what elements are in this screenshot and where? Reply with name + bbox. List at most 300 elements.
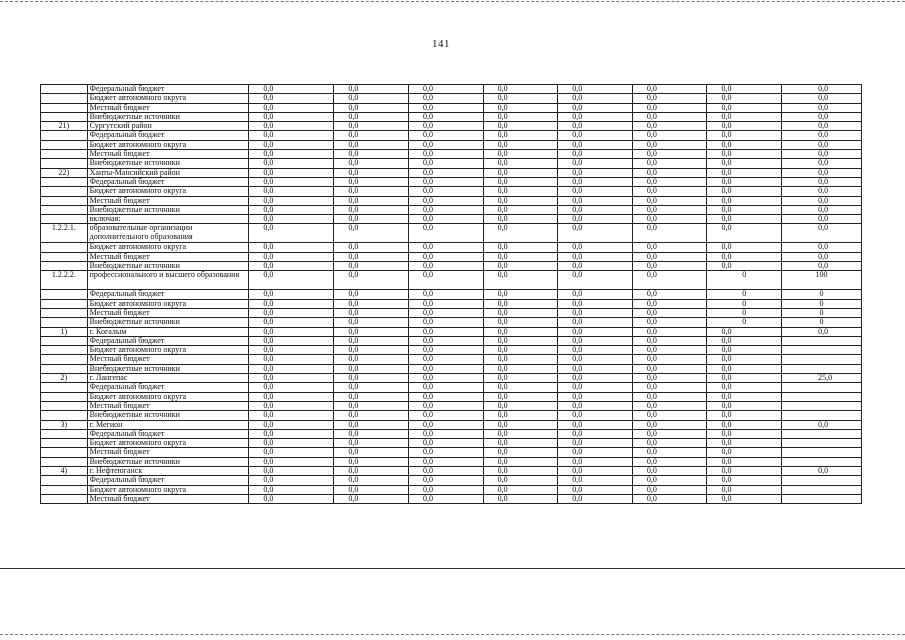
value-cell: 0,0 — [632, 411, 707, 420]
value-cell: 0,0 — [408, 262, 483, 271]
value-cell: 0,0 — [707, 187, 782, 196]
row-number-cell — [41, 392, 88, 401]
value-cell: 0,0 — [707, 457, 782, 466]
value-cell: 0,0 — [408, 420, 483, 429]
value-cell: 0,0 — [632, 466, 707, 475]
value-cell: 0,0 — [408, 392, 483, 401]
value-cell: 0,0 — [558, 85, 633, 94]
value-cell: 0,0 — [558, 103, 633, 112]
value-cell: 0,0 — [558, 299, 633, 308]
scan-border-top — [0, 1, 905, 2]
row-name-cell: Бюджет автономного округа — [87, 392, 249, 401]
value-cell: 0,0 — [632, 196, 707, 205]
value-cell: 0,0 — [558, 131, 633, 140]
row-name-cell: Федеральный бюджет — [87, 429, 249, 438]
value-cell: 0,0 — [249, 205, 334, 214]
table-body — [41, 85, 862, 504]
value-cell: 0,0 — [632, 168, 707, 177]
value-cell: 0,0 — [558, 94, 633, 103]
value-cell: 0,0 — [632, 215, 707, 224]
value-cell: 0,0 — [558, 187, 633, 196]
value-cell: 0,0 — [249, 94, 334, 103]
row-name-cell: Местный бюджет — [87, 448, 249, 457]
row-number-cell — [41, 290, 88, 299]
value-cell: 0,0 — [558, 439, 633, 448]
value-cell: 0,0 — [334, 131, 409, 140]
value-cell: 0,0 — [408, 299, 483, 308]
value-cell — [782, 336, 862, 345]
value-cell: 0,0 — [249, 85, 334, 94]
value-cell: 0,0 — [334, 439, 409, 448]
row-number-cell — [41, 457, 88, 466]
table-row — [41, 429, 862, 438]
table-row — [41, 262, 862, 271]
value-cell: 0,0 — [782, 205, 862, 214]
value-cell — [782, 457, 862, 466]
value-cell: 0,0 — [483, 364, 558, 373]
row-name-cell: Федеральный бюджет — [87, 336, 249, 345]
table-row — [41, 177, 862, 186]
value-cell: 0,0 — [632, 401, 707, 410]
value-cell: 0,0 — [249, 392, 334, 401]
row-number-cell — [41, 485, 88, 494]
value-cell: 0,0 — [408, 205, 483, 214]
value-cell: 0,0 — [249, 364, 334, 373]
value-cell: 0,0 — [707, 159, 782, 168]
value-cell: 0,0 — [483, 131, 558, 140]
value-cell: 0,0 — [408, 494, 483, 503]
value-cell: 0,0 — [558, 308, 633, 317]
value-cell: 0,0 — [408, 355, 483, 364]
value-cell: 0,0 — [249, 103, 334, 112]
value-cell: 0,0 — [483, 327, 558, 336]
value-cell: 0,0 — [334, 103, 409, 112]
table-row — [41, 131, 862, 140]
value-cell: 0,0 — [408, 448, 483, 457]
value-cell: 0,0 — [483, 448, 558, 457]
value-cell: 0,0 — [782, 94, 862, 103]
value-cell: 0,0 — [782, 85, 862, 94]
value-cell: 0,0 — [632, 439, 707, 448]
value-cell: 0,0 — [632, 429, 707, 438]
value-cell: 0,0 — [334, 94, 409, 103]
value-cell: 0,0 — [558, 401, 633, 410]
row-number-cell — [41, 252, 88, 261]
value-cell: 0,0 — [408, 168, 483, 177]
value-cell: 0,0 — [707, 411, 782, 420]
table-row — [41, 308, 862, 317]
value-cell: 0,0 — [707, 177, 782, 186]
value-cell: 0,0 — [632, 94, 707, 103]
value-cell: 0,0 — [483, 168, 558, 177]
value-cell: 0,0 — [408, 140, 483, 149]
value-cell: 0,0 — [249, 429, 334, 438]
value-cell: 0 — [707, 299, 782, 308]
value-cell: 0,0 — [249, 466, 334, 475]
row-name-cell: Бюджет автономного округа — [87, 346, 249, 355]
row-name-cell: Местный бюджет — [87, 355, 249, 364]
value-cell: 0,0 — [707, 103, 782, 112]
row-name-cell: Внебюджетные источники — [87, 205, 249, 214]
value-cell: 0,0 — [632, 290, 707, 299]
value-cell: 0,0 — [782, 252, 862, 261]
row-name-cell: включая: — [87, 215, 249, 224]
value-cell: 0,0 — [408, 224, 483, 243]
value-cell: 0,0 — [334, 187, 409, 196]
row-number-cell — [41, 476, 88, 485]
value-cell: 0,0 — [558, 290, 633, 299]
value-cell: 0 — [782, 318, 862, 327]
row-name-cell: Сургутский район — [87, 122, 249, 131]
table-row — [41, 411, 862, 420]
value-cell: 0,0 — [483, 336, 558, 345]
row-number-cell — [41, 103, 88, 112]
value-cell: 0,0 — [334, 466, 409, 475]
value-cell: 0,0 — [408, 336, 483, 345]
row-name-cell: Местный бюджет — [87, 196, 249, 205]
value-cell: 0,0 — [558, 364, 633, 373]
value-cell: 0,0 — [249, 346, 334, 355]
row-name-cell: Бюджет автономного округа — [87, 485, 249, 494]
value-cell: 0,0 — [782, 159, 862, 168]
value-cell — [782, 485, 862, 494]
row-number-cell — [41, 187, 88, 196]
value-cell: 0,0 — [249, 336, 334, 345]
table-row — [41, 103, 862, 112]
value-cell: 0,0 — [632, 383, 707, 392]
value-cell: 0,0 — [249, 196, 334, 205]
value-cell: 0,0 — [632, 150, 707, 159]
table-row — [41, 401, 862, 410]
value-cell: 0,0 — [249, 420, 334, 429]
row-name-cell: Ханты-Мансийский район — [87, 168, 249, 177]
value-cell: 0,0 — [483, 262, 558, 271]
row-name-cell: Федеральный бюджет — [87, 85, 249, 94]
row-name-cell: Внебюджетные источники — [87, 411, 249, 420]
scan-border-bottom — [0, 634, 905, 635]
value-cell: 0,0 — [249, 485, 334, 494]
value-cell: 0,0 — [408, 112, 483, 121]
value-cell: 0,0 — [707, 215, 782, 224]
value-cell: 0,0 — [483, 290, 558, 299]
value-cell: 0,0 — [334, 122, 409, 131]
value-cell: 0,0 — [334, 177, 409, 186]
table-row — [41, 476, 862, 485]
row-number-cell — [41, 140, 88, 149]
value-cell: 0,0 — [707, 429, 782, 438]
value-cell: 0,0 — [707, 205, 782, 214]
table-row — [41, 252, 862, 261]
row-number-cell — [41, 346, 88, 355]
table-row — [41, 299, 862, 308]
value-cell: 0,0 — [483, 252, 558, 261]
value-cell: 0,0 — [334, 420, 409, 429]
value-cell: 0,0 — [249, 439, 334, 448]
value-cell: 0,0 — [334, 494, 409, 503]
value-cell: 0,0 — [558, 327, 633, 336]
value-cell: 0,0 — [632, 476, 707, 485]
value-cell: 0,0 — [632, 177, 707, 186]
value-cell: 0,0 — [483, 392, 558, 401]
value-cell: 0,0 — [249, 112, 334, 121]
value-cell: 0,0 — [334, 205, 409, 214]
value-cell: 0,0 — [558, 224, 633, 243]
row-name-cell: Бюджет автономного округа — [87, 140, 249, 149]
value-cell: 0,0 — [483, 494, 558, 503]
value-cell: 0,0 — [558, 252, 633, 261]
value-cell: 0,0 — [334, 290, 409, 299]
value-cell: 0,0 — [249, 187, 334, 196]
value-cell: 0,0 — [558, 411, 633, 420]
value-cell: 0,0 — [334, 383, 409, 392]
value-cell: 100 — [782, 271, 862, 290]
value-cell: 0,0 — [782, 224, 862, 243]
row-number-cell — [41, 401, 88, 410]
value-cell: 0,0 — [408, 439, 483, 448]
value-cell: 0,0 — [483, 308, 558, 317]
value-cell: 0,0 — [632, 140, 707, 149]
value-cell — [782, 429, 862, 438]
value-cell: 0,0 — [334, 243, 409, 252]
value-cell: 0,0 — [334, 168, 409, 177]
row-name-cell: Бюджет автономного округа — [87, 243, 249, 252]
table-row — [41, 196, 862, 205]
value-cell: 0,0 — [483, 85, 558, 94]
value-cell: 0,0 — [632, 336, 707, 345]
value-cell: 0,0 — [782, 103, 862, 112]
row-number-cell — [41, 196, 88, 205]
table-row — [41, 150, 862, 159]
table-row — [41, 374, 862, 383]
value-cell: 0,0 — [483, 466, 558, 475]
table-row — [41, 187, 862, 196]
row-number-cell: 21) — [41, 122, 88, 131]
value-cell: 0,0 — [558, 429, 633, 438]
value-cell: 0,0 — [483, 401, 558, 410]
value-cell: 0,0 — [483, 374, 558, 383]
value-cell: 0,0 — [334, 150, 409, 159]
value-cell: 0,0 — [632, 448, 707, 457]
value-cell: 0,0 — [483, 439, 558, 448]
value-cell — [782, 448, 862, 457]
value-cell: 0,0 — [558, 355, 633, 364]
value-cell: 0,0 — [408, 290, 483, 299]
table-row — [41, 346, 862, 355]
table-row — [41, 327, 862, 336]
value-cell: 0,0 — [707, 94, 782, 103]
row-number-cell: 22) — [41, 168, 88, 177]
value-cell: 0,0 — [782, 327, 862, 336]
value-cell: 0,0 — [707, 224, 782, 243]
value-cell: 0,0 — [782, 131, 862, 140]
value-cell: 0,0 — [632, 271, 707, 290]
table-row — [41, 336, 862, 345]
value-cell: 0,0 — [408, 215, 483, 224]
value-cell: 0,0 — [558, 392, 633, 401]
value-cell: 0,0 — [632, 131, 707, 140]
value-cell: 0,0 — [408, 187, 483, 196]
value-cell: 0,0 — [632, 299, 707, 308]
value-cell: 0,0 — [249, 131, 334, 140]
value-cell: 0,0 — [558, 457, 633, 466]
value-cell: 0,0 — [483, 94, 558, 103]
value-cell: 0,0 — [632, 364, 707, 373]
scan-crease-line — [0, 568, 905, 569]
value-cell: 0,0 — [707, 383, 782, 392]
value-cell: 0,0 — [707, 262, 782, 271]
row-name-cell: Федеральный бюджет — [87, 177, 249, 186]
value-cell — [782, 392, 862, 401]
value-cell: 0,0 — [249, 224, 334, 243]
value-cell: 0,0 — [558, 476, 633, 485]
value-cell: 0,0 — [707, 140, 782, 149]
value-cell: 0,0 — [249, 476, 334, 485]
value-cell: 0,0 — [782, 177, 862, 186]
value-cell: 0,0 — [707, 364, 782, 373]
value-cell: 0,0 — [249, 355, 334, 364]
row-name-cell: Местный бюджет — [87, 150, 249, 159]
value-cell: 0,0 — [632, 355, 707, 364]
value-cell: 0,0 — [334, 364, 409, 373]
value-cell: 0,0 — [707, 485, 782, 494]
row-name-cell: Бюджет автономного округа — [87, 94, 249, 103]
value-cell: 0,0 — [707, 439, 782, 448]
table-row — [41, 271, 862, 290]
value-cell: 0,0 — [707, 374, 782, 383]
value-cell: 0,0 — [483, 224, 558, 243]
value-cell: 0,0 — [249, 215, 334, 224]
value-cell: 0,0 — [408, 401, 483, 410]
value-cell: 0,0 — [249, 374, 334, 383]
value-cell: 0,0 — [632, 159, 707, 168]
table-row — [41, 243, 862, 252]
value-cell: 0,0 — [334, 355, 409, 364]
value-cell: 0,0 — [483, 215, 558, 224]
value-cell: 0,0 — [632, 224, 707, 243]
row-name-cell: Федеральный бюджет — [87, 131, 249, 140]
row-name-cell: Федеральный бюджет — [87, 476, 249, 485]
row-number-cell — [41, 243, 88, 252]
value-cell: 0,0 — [408, 177, 483, 186]
row-number-cell — [41, 150, 88, 159]
value-cell: 0,0 — [558, 420, 633, 429]
row-number-cell: 3) — [41, 420, 88, 429]
value-cell: 0,0 — [707, 122, 782, 131]
value-cell: 0,0 — [334, 411, 409, 420]
row-number-cell — [41, 336, 88, 345]
value-cell: 0,0 — [632, 243, 707, 252]
value-cell: 0,0 — [632, 187, 707, 196]
value-cell: 0,0 — [632, 420, 707, 429]
table-row — [41, 85, 862, 94]
row-name-cell: Внебюджетные источники — [87, 262, 249, 271]
value-cell: 0,0 — [707, 336, 782, 345]
value-cell: 0,0 — [558, 122, 633, 131]
value-cell: 0,0 — [782, 243, 862, 252]
value-cell: 0,0 — [408, 94, 483, 103]
value-cell: 0,0 — [558, 159, 633, 168]
value-cell — [782, 411, 862, 420]
row-number-cell — [41, 159, 88, 168]
value-cell: 0,0 — [632, 494, 707, 503]
value-cell: 0,0 — [632, 346, 707, 355]
value-cell: 0,0 — [334, 476, 409, 485]
row-name-cell: Внебюджетные источники — [87, 159, 249, 168]
value-cell: 0,0 — [782, 420, 862, 429]
value-cell: 0 — [782, 308, 862, 317]
value-cell: 0,0 — [408, 243, 483, 252]
value-cell: 0,0 — [334, 271, 409, 290]
row-name-cell: г. Когалым — [87, 327, 249, 336]
value-cell: 0,0 — [334, 159, 409, 168]
row-number-cell: 1.2.2.1. — [41, 224, 88, 243]
value-cell: 0,0 — [408, 122, 483, 131]
value-cell: 0,0 — [707, 196, 782, 205]
value-cell: 0,0 — [334, 252, 409, 261]
value-cell: 0,0 — [483, 187, 558, 196]
row-number-cell — [41, 177, 88, 186]
value-cell: 0,0 — [334, 401, 409, 410]
value-cell: 0,0 — [483, 420, 558, 429]
value-cell: 0,0 — [632, 308, 707, 317]
value-cell: 0,0 — [334, 448, 409, 457]
value-cell: 0,0 — [483, 355, 558, 364]
table-row — [41, 383, 862, 392]
value-cell: 0,0 — [782, 150, 862, 159]
value-cell: 0,0 — [408, 383, 483, 392]
table-row — [41, 494, 862, 503]
value-cell: 0,0 — [558, 168, 633, 177]
value-cell: 0,0 — [707, 150, 782, 159]
value-cell: 0,0 — [632, 103, 707, 112]
value-cell: 0,0 — [558, 336, 633, 345]
value-cell: 0 — [707, 271, 782, 290]
value-cell: 25,0 — [782, 374, 862, 383]
value-cell: 0,0 — [408, 308, 483, 317]
value-cell: 0,0 — [483, 318, 558, 327]
value-cell: 0,0 — [334, 336, 409, 345]
value-cell: 0,0 — [782, 112, 862, 121]
row-number-cell — [41, 411, 88, 420]
row-name-cell: профессионального и высшего образования — [87, 271, 249, 290]
value-cell: 0,0 — [408, 411, 483, 420]
value-cell: 0,0 — [249, 401, 334, 410]
value-cell: 0,0 — [782, 466, 862, 475]
value-cell: 0,0 — [558, 177, 633, 186]
value-cell: 0,0 — [249, 494, 334, 503]
value-cell: 0,0 — [408, 252, 483, 261]
value-cell: 0,0 — [408, 159, 483, 168]
value-cell: 0,0 — [707, 168, 782, 177]
value-cell: 0,0 — [782, 140, 862, 149]
value-cell: 0,0 — [249, 411, 334, 420]
table-row — [41, 485, 862, 494]
value-cell: 0 — [707, 308, 782, 317]
value-cell: 0,0 — [558, 448, 633, 457]
value-cell: 0,0 — [408, 103, 483, 112]
table-row — [41, 224, 862, 243]
row-number-cell — [41, 364, 88, 373]
value-cell: 0,0 — [632, 392, 707, 401]
table-row — [41, 94, 862, 103]
value-cell: 0,0 — [483, 103, 558, 112]
row-name-cell: Местный бюджет — [87, 103, 249, 112]
value-cell — [782, 346, 862, 355]
row-number-cell — [41, 131, 88, 140]
value-cell: 0,0 — [249, 262, 334, 271]
value-cell: 0,0 — [483, 243, 558, 252]
value-cell: 0,0 — [782, 122, 862, 131]
